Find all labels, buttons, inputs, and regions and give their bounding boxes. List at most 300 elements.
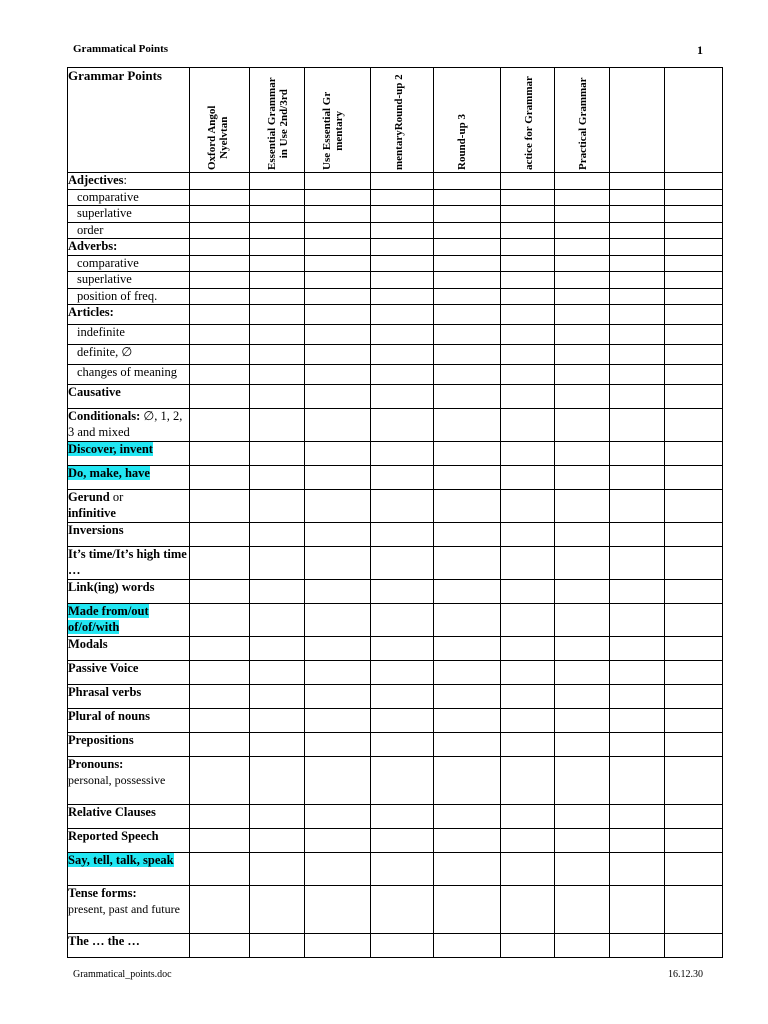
checkbox-cell [371,189,434,206]
checkbox-cell [371,886,434,934]
grammar-point-cell [68,805,190,829]
checkbox-cell [433,709,500,733]
checkbox-cell [665,288,723,305]
checkbox-cell [433,272,500,289]
book-title-line: Nyelvtan [217,116,230,159]
checkbox-cell [610,829,665,853]
grammar-subpoint-label: changes of meaning [77,365,177,379]
checkbox-cell [250,345,305,365]
checkbox-cell [250,523,305,547]
checkbox-cell [610,757,665,805]
book-title-line: in Use 2nd/3rd [278,89,291,159]
checkbox-cell [250,272,305,289]
checkbox-cell [371,829,434,853]
checkbox-cell [554,255,610,272]
checkbox-cell [189,934,250,958]
checkbox-cell [250,442,305,466]
checkbox-cell [433,409,500,442]
checkbox-cell [189,547,250,580]
checkbox-cell [250,934,305,958]
checkbox-cell [250,604,305,637]
checkbox-cell [500,604,554,637]
table-row [68,305,723,325]
table-row [68,637,723,661]
checkbox-cell [554,886,610,934]
checkbox-cell [371,523,434,547]
grammar-point-title: Tense forms: [68,886,137,900]
checkbox-cell [371,365,434,385]
checkbox-cell [305,345,371,365]
table-row [68,685,723,709]
checkbox-cell [250,409,305,442]
checkbox-cell [665,523,723,547]
checkbox-cell [305,239,371,256]
checkbox-cell [500,365,554,385]
grammar-point-title: Do, make, have [68,466,150,480]
checkbox-cell [305,305,371,325]
grammar-point-cell [68,173,190,190]
checkbox-cell [554,934,610,958]
checkbox-cell [500,934,554,958]
checkbox-cell [250,547,305,580]
book-title-line: Essential Grammar [266,77,279,170]
grammar-points-table [67,67,723,958]
checkbox-cell [500,239,554,256]
checkbox-cell [305,805,371,829]
column-header-book [189,68,250,173]
grammar-point-title: Phrasal verbs [68,685,142,699]
checkbox-cell [665,829,723,853]
checkbox-cell [500,325,554,345]
grammar-point-title: Modals [68,637,108,651]
checkbox-cell [189,466,250,490]
checkbox-cell [610,305,665,325]
checkbox-cell [433,490,500,523]
book-title-line: mentaryRound-up 2 [393,74,406,170]
checkbox-cell [665,685,723,709]
checkbox-cell [305,853,371,886]
grammar-point-title-cont: infinitive [68,505,116,520]
checkbox-cell [610,255,665,272]
checkbox-cell [665,886,723,934]
checkbox-cell [665,325,723,345]
checkbox-cell [305,637,371,661]
grammar-point-title: Relative Clauses [68,805,156,819]
checkbox-cell [371,239,434,256]
checkbox-cell [500,305,554,325]
checkbox-cell [610,222,665,239]
checkbox-cell [189,829,250,853]
checkbox-cell [554,490,610,523]
table-row [68,934,723,958]
checkbox-cell [433,239,500,256]
checkbox-cell [500,222,554,239]
checkbox-cell [500,637,554,661]
grammar-point-cell [68,709,190,733]
book-title-line: mentary [333,111,346,151]
table-header-row [68,68,723,173]
checkbox-cell [610,189,665,206]
grammar-subpoint-cell [68,365,190,385]
table-subrow [68,272,723,289]
checkbox-cell [665,466,723,490]
table-subrow [68,288,723,305]
checkbox-cell [500,173,554,190]
checkbox-cell [250,173,305,190]
checkbox-cell [665,805,723,829]
checkbox-cell [665,604,723,637]
checkbox-cell [554,733,610,757]
checkbox-cell [433,580,500,604]
footer-filename: Grammatical_points.doc [73,969,172,980]
checkbox-cell [189,604,250,637]
grammar-point-title: Say, tell, talk, speak [68,853,174,867]
checkbox-cell [371,805,434,829]
column-header-book [305,68,371,173]
table-subrow [68,222,723,239]
checkbox-cell [610,490,665,523]
grammar-point-suffix: ∅, 1, 2, 3 and mixed [68,409,183,439]
grammar-point-cell [68,934,190,958]
checkbox-cell [500,709,554,733]
checkbox-cell [610,709,665,733]
checkbox-cell [554,365,610,385]
checkbox-cell [433,222,500,239]
checkbox-cell [500,288,554,305]
checkbox-cell [371,173,434,190]
checkbox-cell [305,490,371,523]
checkbox-cell [610,580,665,604]
checkbox-cell [500,345,554,365]
checkbox-cell [371,733,434,757]
grammar-point-cell [68,733,190,757]
grammar-subpoint-cell [68,189,190,206]
checkbox-cell [610,288,665,305]
checkbox-cell [250,222,305,239]
checkbox-cell [250,305,305,325]
checkbox-cell [554,709,610,733]
book-title-line: Practical Grammar [576,77,589,170]
grammar-point-suffix: or [109,490,124,504]
table-row [68,442,723,466]
checkbox-cell [610,385,665,409]
table-row [68,805,723,829]
checkbox-cell [305,709,371,733]
grammar-subpoint-label: definite, ∅ [77,345,133,359]
table-subrow [68,189,723,206]
checkbox-cell [433,442,500,466]
checkbox-cell [500,385,554,409]
checkbox-cell [371,222,434,239]
checkbox-cell [433,173,500,190]
checkbox-cell [189,206,250,223]
checkbox-cell [554,757,610,805]
checkbox-cell [610,442,665,466]
checkbox-cell [554,385,610,409]
table-row [68,886,723,934]
checkbox-cell [433,733,500,757]
column-header-book [433,68,500,173]
checkbox-cell [371,709,434,733]
checkbox-cell [500,523,554,547]
grammar-point-title: Causative [68,385,121,399]
grammar-point-title: Articles: [68,305,114,319]
checkbox-cell [554,189,610,206]
table-subrow [68,345,723,365]
table-row [68,709,723,733]
grammar-point-title: Link(ing) words [68,580,155,594]
table-subrow [68,365,723,385]
checkbox-cell [665,853,723,886]
checkbox-cell [500,255,554,272]
table-row [68,661,723,685]
checkbox-cell [433,547,500,580]
grammar-point-title: Plural of nouns [68,709,150,723]
column-header-book [250,68,305,173]
checkbox-cell [189,239,250,256]
grammar-point-title: Made from/out of/of/with [68,604,149,634]
checkbox-cell [250,466,305,490]
checkbox-cell [500,547,554,580]
checkbox-cell [305,466,371,490]
book-title-line: Use Essential Gr [321,91,334,170]
checkbox-cell [250,239,305,256]
checkbox-cell [554,604,610,637]
checkbox-cell [371,637,434,661]
checkbox-cell [610,853,665,886]
checkbox-cell [305,757,371,805]
checkbox-cell [371,661,434,685]
column-header-book [500,68,554,173]
checkbox-cell [433,829,500,853]
checkbox-cell [189,222,250,239]
checkbox-cell [610,173,665,190]
checkbox-cell [554,637,610,661]
checkbox-cell [250,189,305,206]
checkbox-cell [665,547,723,580]
grammar-point-detail: present, past and future [68,901,180,916]
grammar-point-title: Reported Speech [68,829,159,843]
checkbox-cell [610,345,665,365]
grammar-point-title: Adjectives [68,173,124,187]
grammar-point-cell [68,239,190,256]
table-row [68,523,723,547]
checkbox-cell [554,272,610,289]
grammar-subpoint-cell [68,222,190,239]
checkbox-cell [433,604,500,637]
checkbox-cell [665,934,723,958]
column-header-empty [665,68,723,173]
checkbox-cell [250,829,305,853]
checkbox-cell [305,442,371,466]
grammar-subpoint-label: position of freq. [77,288,158,303]
grammar-point-cell [68,829,190,853]
checkbox-cell [610,272,665,289]
checkbox-cell [433,853,500,886]
document-header-title: Grammatical Points [73,43,169,55]
grammar-subpoint-label: indefinite [77,325,125,339]
checkbox-cell [371,409,434,442]
checkbox-cell [500,442,554,466]
checkbox-cell [250,637,305,661]
checkbox-cell [305,255,371,272]
checkbox-cell [500,685,554,709]
checkbox-cell [500,829,554,853]
checkbox-cell [610,239,665,256]
grammar-point-detail: personal, possessive [68,772,166,787]
checkbox-cell [433,189,500,206]
checkbox-cell [250,757,305,805]
checkbox-cell [189,490,250,523]
checkbox-cell [610,523,665,547]
checkbox-cell [305,409,371,442]
checkbox-cell [305,222,371,239]
column-header-book [371,68,434,173]
checkbox-cell [665,272,723,289]
checkbox-cell [305,886,371,934]
table-row [68,466,723,490]
checkbox-cell [665,189,723,206]
table-row [68,385,723,409]
checkbox-cell [433,757,500,805]
checkbox-cell [305,288,371,305]
grammar-subpoint-cell [68,272,190,289]
checkbox-cell [189,272,250,289]
checkbox-cell [305,661,371,685]
checkbox-cell [433,805,500,829]
checkbox-cell [371,466,434,490]
grammar-point-cell [68,547,190,580]
checkbox-cell [500,805,554,829]
checkbox-cell [250,709,305,733]
grammar-point-title: Prepositions [68,733,134,747]
checkbox-cell [554,173,610,190]
table-row [68,757,723,805]
grammar-point-title: Conditionals: [68,409,141,423]
checkbox-cell [189,365,250,385]
checkbox-cell [554,325,610,345]
checkbox-cell [433,305,500,325]
checkbox-cell [433,661,500,685]
checkbox-cell [189,709,250,733]
checkbox-cell [189,325,250,345]
checkbox-cell [371,934,434,958]
checkbox-cell [665,222,723,239]
checkbox-cell [554,222,610,239]
checkbox-cell [500,272,554,289]
checkbox-cell [554,288,610,305]
checkbox-cell [189,853,250,886]
checkbox-cell [433,685,500,709]
checkbox-cell [305,206,371,223]
grammar-point-title: Inversions [68,523,124,537]
checkbox-cell [433,325,500,345]
checkbox-cell [610,886,665,934]
table-row [68,733,723,757]
page-number: 1 [697,43,703,57]
book-title-line: actice for Grammar [522,76,535,170]
checkbox-cell [665,757,723,805]
grammar-subpoint-label: comparative [77,189,139,204]
footer-date: 16.12.30 [668,969,703,980]
checkbox-cell [189,523,250,547]
checkbox-cell [189,409,250,442]
checkbox-cell [554,466,610,490]
checkbox-cell [371,580,434,604]
checkbox-cell [433,886,500,934]
checkbox-cell [189,805,250,829]
checkbox-cell [189,685,250,709]
checkbox-cell [554,442,610,466]
checkbox-cell [305,385,371,409]
checkbox-cell [665,409,723,442]
grammar-point-title: Pronouns: [68,757,124,771]
checkbox-cell [610,547,665,580]
book-title-line: Oxford Angol [205,105,218,170]
checkbox-cell [500,580,554,604]
checkbox-cell [665,490,723,523]
checkbox-cell [189,345,250,365]
checkbox-cell [433,523,500,547]
checkbox-cell [665,305,723,325]
checkbox-cell [189,255,250,272]
checkbox-cell [371,272,434,289]
checkbox-cell [189,733,250,757]
grammar-point-cell [68,757,190,805]
grammar-point-cell [68,580,190,604]
checkbox-cell [305,829,371,853]
table-subrow [68,255,723,272]
grammar-point-cell [68,466,190,490]
checkbox-cell [665,206,723,223]
checkbox-cell [189,189,250,206]
checkbox-cell [610,409,665,442]
checkbox-cell [554,829,610,853]
grammar-point-cell [68,409,190,442]
grammar-subpoint-cell [68,255,190,272]
grammar-subpoint-label: superlative [77,206,132,220]
grammar-point-title: Gerund [68,490,110,504]
checkbox-cell [500,490,554,523]
checkbox-cell [371,305,434,325]
checkbox-cell [189,886,250,934]
checkbox-cell [250,580,305,604]
grammar-point-cell [68,853,190,886]
checkbox-cell [665,580,723,604]
checkbox-cell [250,853,305,886]
grammar-point-title: Adverbs: [68,239,118,253]
table-row [68,829,723,853]
checkbox-cell [433,934,500,958]
grammar-subpoint-cell [68,345,190,365]
checkbox-cell [665,239,723,256]
checkbox-cell [250,255,305,272]
checkbox-cell [305,523,371,547]
checkbox-cell [554,239,610,256]
checkbox-cell [500,661,554,685]
table-row [68,409,723,442]
table-row [68,547,723,580]
checkbox-cell [665,255,723,272]
checkbox-cell [305,189,371,206]
checkbox-cell [305,547,371,580]
checkbox-cell [610,325,665,345]
checkbox-cell [610,805,665,829]
grammar-point-cell [68,385,190,409]
checkbox-cell [371,325,434,345]
checkbox-cell [665,173,723,190]
checkbox-cell [610,466,665,490]
